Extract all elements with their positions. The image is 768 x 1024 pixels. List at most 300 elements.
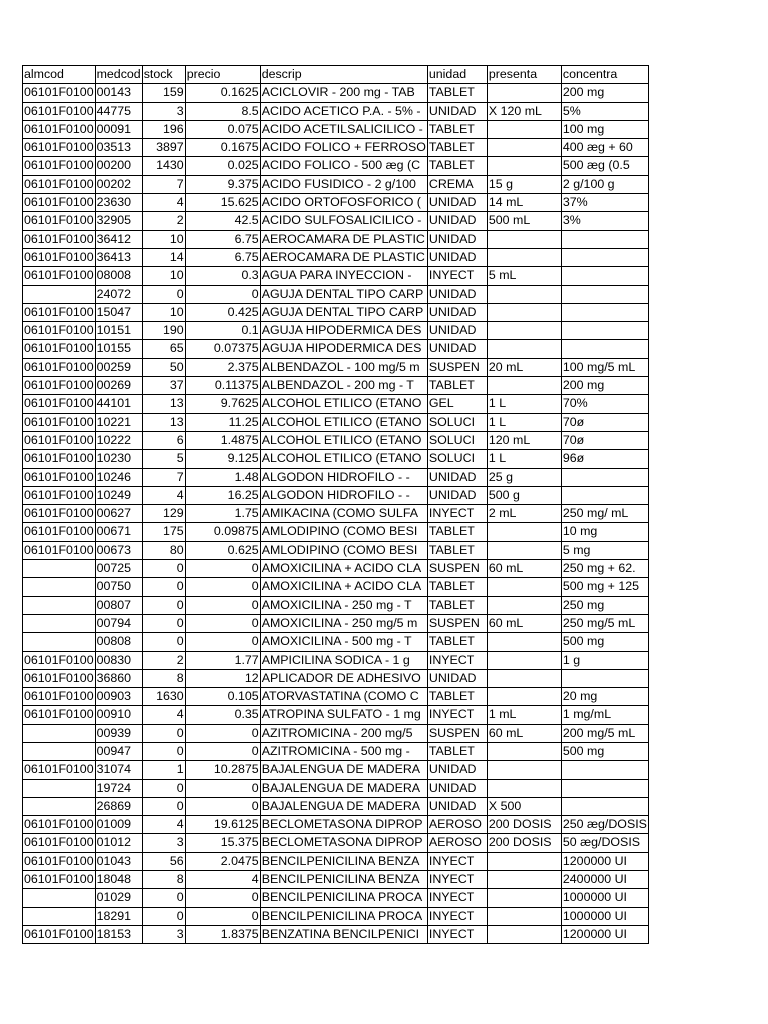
presenta-cell[interactable]	[487, 871, 561, 889]
concentra-cell[interactable]: 1 g	[561, 651, 648, 669]
stock-cell[interactable]: 80	[142, 541, 185, 559]
precio-cell[interactable]: 0.35	[185, 706, 260, 724]
presenta-cell[interactable]: 500 g	[487, 486, 561, 504]
header-presenta[interactable]: presenta	[487, 66, 561, 84]
unidad-cell[interactable]: UNIDAD	[427, 285, 487, 303]
presenta-cell[interactable]	[487, 907, 561, 925]
descrip-cell[interactable]: ACICLOVIR - 200 mg - TAB	[260, 84, 427, 102]
descrip-cell[interactable]: APLICADOR DE ADHESIVO	[260, 669, 427, 687]
medcod-cell[interactable]: 36860	[95, 669, 142, 687]
descrip-cell[interactable]: ALCOHOL ETILICO (ETANO	[260, 395, 427, 413]
almcod-cell[interactable]: 06101F0100	[23, 248, 96, 266]
precio-cell[interactable]: 4	[185, 871, 260, 889]
unidad-cell[interactable]: UNIDAD	[427, 322, 487, 340]
medcod-cell[interactable]: 00671	[95, 523, 142, 541]
stock-cell[interactable]: 8	[142, 871, 185, 889]
concentra-cell[interactable]	[561, 248, 648, 266]
stock-cell[interactable]: 5	[142, 450, 185, 468]
descrip-cell[interactable]: AZITROMICINA - 500 mg -	[260, 742, 427, 760]
unidad-cell[interactable]: SUSPEN	[427, 358, 487, 376]
presenta-cell[interactable]: 1 mL	[487, 706, 561, 724]
almcod-cell[interactable]	[23, 797, 96, 815]
concentra-cell[interactable]: 100 mg/5 mL	[561, 358, 648, 376]
presenta-cell[interactable]: 120 mL	[487, 431, 561, 449]
medcod-cell[interactable]: 01043	[95, 852, 142, 870]
almcod-cell[interactable]: 06101F0100	[23, 322, 96, 340]
header-almcod[interactable]: almcod	[23, 66, 96, 84]
unidad-cell[interactable]: TABLET	[427, 578, 487, 596]
precio-cell[interactable]: 0	[185, 596, 260, 614]
presenta-cell[interactable]: 60 mL	[487, 614, 561, 632]
descrip-cell[interactable]: ALCOHOL ETILICO (ETANO	[260, 413, 427, 431]
almcod-cell[interactable]: 06101F0100	[23, 139, 96, 157]
medcod-cell[interactable]: 26869	[95, 797, 142, 815]
precio-cell[interactable]: 0	[185, 285, 260, 303]
presenta-cell[interactable]	[487, 688, 561, 706]
concentra-cell[interactable]: 20 mg	[561, 688, 648, 706]
presenta-cell[interactable]	[487, 230, 561, 248]
header-concentra[interactable]: concentra	[561, 66, 648, 84]
presenta-cell[interactable]: 15 g	[487, 175, 561, 193]
descrip-cell[interactable]: AZITROMICINA - 200 mg/5	[260, 724, 427, 742]
descrip-cell[interactable]: AMOXICILINA + ACIDO CLA	[260, 560, 427, 578]
precio-cell[interactable]: 0.09875	[185, 523, 260, 541]
descrip-cell[interactable]: ACIDO ORTOFOSFORICO (	[260, 194, 427, 212]
descrip-cell[interactable]: AMLODIPINO (COMO BESI	[260, 523, 427, 541]
precio-cell[interactable]: 0	[185, 797, 260, 815]
stock-cell[interactable]: 3	[142, 102, 185, 120]
concentra-cell[interactable]: 500 mg	[561, 742, 648, 760]
almcod-cell[interactable]: 06101F0100	[23, 303, 96, 321]
stock-cell[interactable]: 0	[142, 742, 185, 760]
unidad-cell[interactable]: SUSPEN	[427, 614, 487, 632]
descrip-cell[interactable]: ALCOHOL ETILICO (ETANO	[260, 431, 427, 449]
medcod-cell[interactable]: 00269	[95, 377, 142, 395]
stock-cell[interactable]: 0	[142, 889, 185, 907]
stock-cell[interactable]: 7	[142, 175, 185, 193]
presenta-cell[interactable]: 1 L	[487, 450, 561, 468]
almcod-cell[interactable]: 06101F0100	[23, 706, 96, 724]
descrip-cell[interactable]: BAJALENGUA DE MADERA	[260, 779, 427, 797]
stock-cell[interactable]: 0	[142, 578, 185, 596]
medcod-cell[interactable]: 00259	[95, 358, 142, 376]
almcod-cell[interactable]: 06101F0100	[23, 431, 96, 449]
concentra-cell[interactable]: 250 mg/ mL	[561, 505, 648, 523]
medcod-cell[interactable]: 18048	[95, 871, 142, 889]
concentra-cell[interactable]: 250 mg + 62.	[561, 560, 648, 578]
medcod-cell[interactable]: 18153	[95, 925, 142, 943]
stock-cell[interactable]: 1630	[142, 688, 185, 706]
precio-cell[interactable]: 0.425	[185, 303, 260, 321]
presenta-cell[interactable]: 500 mL	[487, 212, 561, 230]
unidad-cell[interactable]: UNIDAD	[427, 230, 487, 248]
almcod-cell[interactable]: 06101F0100	[23, 377, 96, 395]
stock-cell[interactable]: 10	[142, 267, 185, 285]
concentra-cell[interactable]: 500 mg + 125	[561, 578, 648, 596]
unidad-cell[interactable]: UNIDAD	[427, 468, 487, 486]
stock-cell[interactable]: 0	[142, 560, 185, 578]
medcod-cell[interactable]: 00627	[95, 505, 142, 523]
medcod-cell[interactable]: 18291	[95, 907, 142, 925]
precio-cell[interactable]: 6.75	[185, 248, 260, 266]
precio-cell[interactable]: 11.25	[185, 413, 260, 431]
unidad-cell[interactable]: TABLET	[427, 596, 487, 614]
precio-cell[interactable]: 0	[185, 889, 260, 907]
medcod-cell[interactable]: 01009	[95, 816, 142, 834]
descrip-cell[interactable]: BECLOMETASONA DIPROP	[260, 834, 427, 852]
precio-cell[interactable]: 0	[185, 742, 260, 760]
stock-cell[interactable]: 4	[142, 706, 185, 724]
almcod-cell[interactable]: 06101F0100	[23, 340, 96, 358]
stock-cell[interactable]: 0	[142, 596, 185, 614]
descrip-cell[interactable]: BAJALENGUA DE MADERA	[260, 761, 427, 779]
unidad-cell[interactable]: UNIDAD	[427, 248, 487, 266]
precio-cell[interactable]: 0.025	[185, 157, 260, 175]
precio-cell[interactable]: 0.105	[185, 688, 260, 706]
unidad-cell[interactable]: CREMA	[427, 175, 487, 193]
almcod-cell[interactable]: 06101F0100	[23, 486, 96, 504]
precio-cell[interactable]: 8.5	[185, 102, 260, 120]
descrip-cell[interactable]: BENCILPENICILINA PROCA	[260, 889, 427, 907]
presenta-cell[interactable]: 200 DOSIS	[487, 816, 561, 834]
precio-cell[interactable]: 0	[185, 907, 260, 925]
descrip-cell[interactable]: ATORVASTATINA (COMO C	[260, 688, 427, 706]
header-unidad[interactable]: unidad	[427, 66, 487, 84]
concentra-cell[interactable]	[561, 779, 648, 797]
stock-cell[interactable]: 4	[142, 194, 185, 212]
almcod-cell[interactable]: 06101F0100	[23, 102, 96, 120]
almcod-cell[interactable]: 06101F0100	[23, 651, 96, 669]
concentra-cell[interactable]: 10 mg	[561, 523, 648, 541]
medcod-cell[interactable]: 10246	[95, 468, 142, 486]
stock-cell[interactable]: 2	[142, 651, 185, 669]
concentra-cell[interactable]	[561, 230, 648, 248]
unidad-cell[interactable]: TABLET	[427, 633, 487, 651]
presenta-cell[interactable]: 1 L	[487, 413, 561, 431]
stock-cell[interactable]: 7	[142, 468, 185, 486]
unidad-cell[interactable]: UNIDAD	[427, 340, 487, 358]
stock-cell[interactable]: 0	[142, 614, 185, 632]
unidad-cell[interactable]: INYECT	[427, 505, 487, 523]
concentra-cell[interactable]: 1200000 UI	[561, 925, 648, 943]
medcod-cell[interactable]: 00143	[95, 84, 142, 102]
unidad-cell[interactable]: UNIDAD	[427, 761, 487, 779]
unidad-cell[interactable]: INYECT	[427, 925, 487, 943]
stock-cell[interactable]: 129	[142, 505, 185, 523]
stock-cell[interactable]: 65	[142, 340, 185, 358]
unidad-cell[interactable]: AEROSO	[427, 834, 487, 852]
stock-cell[interactable]: 4	[142, 816, 185, 834]
descrip-cell[interactable]: AMPICILINA SODICA - 1 g	[260, 651, 427, 669]
medcod-cell[interactable]: 31074	[95, 761, 142, 779]
unidad-cell[interactable]: SOLUCI	[427, 413, 487, 431]
presenta-cell[interactable]	[487, 596, 561, 614]
stock-cell[interactable]: 0	[142, 797, 185, 815]
presenta-cell[interactable]: 2 mL	[487, 505, 561, 523]
medcod-cell[interactable]: 00091	[95, 120, 142, 138]
descrip-cell[interactable]: AGUJA DENTAL TIPO CARP	[260, 303, 427, 321]
stock-cell[interactable]: 0	[142, 724, 185, 742]
precio-cell[interactable]: 9.7625	[185, 395, 260, 413]
precio-cell[interactable]: 12	[185, 669, 260, 687]
stock-cell[interactable]: 13	[142, 395, 185, 413]
presenta-cell[interactable]: 14 mL	[487, 194, 561, 212]
concentra-cell[interactable]: 96ø	[561, 450, 648, 468]
almcod-cell[interactable]: 06101F0100	[23, 871, 96, 889]
presenta-cell[interactable]	[487, 120, 561, 138]
precio-cell[interactable]: 19.6125	[185, 816, 260, 834]
presenta-cell[interactable]	[487, 651, 561, 669]
unidad-cell[interactable]: UNIDAD	[427, 303, 487, 321]
header-precio[interactable]: precio	[185, 66, 260, 84]
descrip-cell[interactable]: AEROCAMARA DE PLASTIC	[260, 248, 427, 266]
medcod-cell[interactable]: 00939	[95, 724, 142, 742]
unidad-cell[interactable]: INYECT	[427, 706, 487, 724]
presenta-cell[interactable]	[487, 139, 561, 157]
medcod-cell[interactable]: 10155	[95, 340, 142, 358]
almcod-cell[interactable]	[23, 742, 96, 760]
concentra-cell[interactable]	[561, 486, 648, 504]
concentra-cell[interactable]: 400 æg + 60	[561, 139, 648, 157]
almcod-cell[interactable]: 06101F0100	[23, 413, 96, 431]
stock-cell[interactable]: 6	[142, 431, 185, 449]
almcod-cell[interactable]: 06101F0100	[23, 816, 96, 834]
descrip-cell[interactable]: ACIDO ACETILSALICILICO -	[260, 120, 427, 138]
concentra-cell[interactable]	[561, 285, 648, 303]
almcod-cell[interactable]	[23, 907, 96, 925]
stock-cell[interactable]: 3	[142, 834, 185, 852]
concentra-cell[interactable]: 2 g/100 g	[561, 175, 648, 193]
precio-cell[interactable]: 9.125	[185, 450, 260, 468]
presenta-cell[interactable]: X 120 mL	[487, 102, 561, 120]
precio-cell[interactable]: 1.77	[185, 651, 260, 669]
medcod-cell[interactable]: 23630	[95, 194, 142, 212]
medcod-cell[interactable]: 08008	[95, 267, 142, 285]
concentra-cell[interactable]: 500 mg	[561, 633, 648, 651]
almcod-cell[interactable]	[23, 596, 96, 614]
presenta-cell[interactable]	[487, 633, 561, 651]
descrip-cell[interactable]: ACIDO FOLICO + FERROSO	[260, 139, 427, 157]
medcod-cell[interactable]: 36412	[95, 230, 142, 248]
unidad-cell[interactable]: TABLET	[427, 523, 487, 541]
precio-cell[interactable]: 10.2875	[185, 761, 260, 779]
unidad-cell[interactable]: UNIDAD	[427, 779, 487, 797]
presenta-cell[interactable]	[487, 84, 561, 102]
concentra-cell[interactable]	[561, 669, 648, 687]
precio-cell[interactable]: 1.48	[185, 468, 260, 486]
medcod-cell[interactable]: 15047	[95, 303, 142, 321]
descrip-cell[interactable]: ACIDO ACETICO P.A. - 5% -	[260, 102, 427, 120]
precio-cell[interactable]: 0	[185, 724, 260, 742]
stock-cell[interactable]: 0	[142, 285, 185, 303]
unidad-cell[interactable]: SOLUCI	[427, 431, 487, 449]
concentra-cell[interactable]: 5%	[561, 102, 648, 120]
presenta-cell[interactable]	[487, 157, 561, 175]
concentra-cell[interactable]: 250 mg	[561, 596, 648, 614]
medcod-cell[interactable]: 00830	[95, 651, 142, 669]
precio-cell[interactable]: 6.75	[185, 230, 260, 248]
almcod-cell[interactable]: 06101F0100	[23, 925, 96, 943]
concentra-cell[interactable]	[561, 761, 648, 779]
presenta-cell[interactable]	[487, 340, 561, 358]
concentra-cell[interactable]	[561, 468, 648, 486]
presenta-cell[interactable]	[487, 852, 561, 870]
descrip-cell[interactable]: ALGODON HIDROFILO - -	[260, 486, 427, 504]
precio-cell[interactable]: 1.8375	[185, 925, 260, 943]
descrip-cell[interactable]: AMOXICILINA - 250 mg - T	[260, 596, 427, 614]
presenta-cell[interactable]	[487, 578, 561, 596]
unidad-cell[interactable]: UNIDAD	[427, 669, 487, 687]
concentra-cell[interactable]: 1000000 UI	[561, 889, 648, 907]
concentra-cell[interactable]: 250 mg/5 mL	[561, 614, 648, 632]
medcod-cell[interactable]: 03513	[95, 139, 142, 157]
almcod-cell[interactable]	[23, 560, 96, 578]
almcod-cell[interactable]: 06101F0100	[23, 468, 96, 486]
precio-cell[interactable]: 42.5	[185, 212, 260, 230]
almcod-cell[interactable]: 06101F0100	[23, 688, 96, 706]
stock-cell[interactable]: 8	[142, 669, 185, 687]
medcod-cell[interactable]: 19724	[95, 779, 142, 797]
almcod-cell[interactable]	[23, 614, 96, 632]
precio-cell[interactable]: 0.075	[185, 120, 260, 138]
descrip-cell[interactable]: ACIDO FOLICO - 500 æg (C	[260, 157, 427, 175]
unidad-cell[interactable]: TABLET	[427, 377, 487, 395]
descrip-cell[interactable]: BENCILPENICILINA BENZA	[260, 852, 427, 870]
concentra-cell[interactable]: 3%	[561, 212, 648, 230]
stock-cell[interactable]: 1	[142, 761, 185, 779]
presenta-cell[interactable]	[487, 669, 561, 687]
medcod-cell[interactable]: 00725	[95, 560, 142, 578]
unidad-cell[interactable]: TABLET	[427, 157, 487, 175]
precio-cell[interactable]: 0.625	[185, 541, 260, 559]
precio-cell[interactable]: 16.25	[185, 486, 260, 504]
almcod-cell[interactable]: 06101F0100	[23, 761, 96, 779]
almcod-cell[interactable]	[23, 889, 96, 907]
concentra-cell[interactable]	[561, 267, 648, 285]
descrip-cell[interactable]: ATROPINA SULFATO - 1 mg	[260, 706, 427, 724]
unidad-cell[interactable]: INYECT	[427, 907, 487, 925]
almcod-cell[interactable]	[23, 779, 96, 797]
descrip-cell[interactable]: AGUJA HIPODERMICA DES	[260, 322, 427, 340]
precio-cell[interactable]: 0.11375	[185, 377, 260, 395]
stock-cell[interactable]: 159	[142, 84, 185, 102]
stock-cell[interactable]: 0	[142, 779, 185, 797]
precio-cell[interactable]: 0.1	[185, 322, 260, 340]
stock-cell[interactable]: 14	[142, 248, 185, 266]
descrip-cell[interactable]: AGUA PARA INYECCION -	[260, 267, 427, 285]
precio-cell[interactable]: 0.1625	[185, 84, 260, 102]
precio-cell[interactable]: 1.4875	[185, 431, 260, 449]
concentra-cell[interactable]: 250 æg/DOSIS	[561, 816, 648, 834]
precio-cell[interactable]: 0	[185, 779, 260, 797]
descrip-cell[interactable]: BAJALENGUA DE MADERA	[260, 797, 427, 815]
almcod-cell[interactable]	[23, 285, 96, 303]
stock-cell[interactable]: 3	[142, 925, 185, 943]
unidad-cell[interactable]: TABLET	[427, 541, 487, 559]
presenta-cell[interactable]	[487, 925, 561, 943]
concentra-cell[interactable]: 70ø	[561, 413, 648, 431]
header-stock[interactable]: stock	[142, 66, 185, 84]
precio-cell[interactable]: 9.375	[185, 175, 260, 193]
descrip-cell[interactable]: ALGODON HIDROFILO - -	[260, 468, 427, 486]
stock-cell[interactable]: 1430	[142, 157, 185, 175]
medcod-cell[interactable]: 00200	[95, 157, 142, 175]
stock-cell[interactable]: 0	[142, 633, 185, 651]
presenta-cell[interactable]	[487, 889, 561, 907]
descrip-cell[interactable]: ALBENDAZOL - 200 mg - T	[260, 377, 427, 395]
almcod-cell[interactable]: 06101F0100	[23, 157, 96, 175]
unidad-cell[interactable]: UNIDAD	[427, 212, 487, 230]
concentra-cell[interactable]: 5 mg	[561, 541, 648, 559]
unidad-cell[interactable]: INYECT	[427, 267, 487, 285]
presenta-cell[interactable]	[487, 742, 561, 760]
concentra-cell[interactable]: 50 æg/DOSIS	[561, 834, 648, 852]
almcod-cell[interactable]: 06101F0100	[23, 523, 96, 541]
stock-cell[interactable]: 56	[142, 852, 185, 870]
medcod-cell[interactable]: 00808	[95, 633, 142, 651]
presenta-cell[interactable]	[487, 779, 561, 797]
precio-cell[interactable]: 0	[185, 633, 260, 651]
stock-cell[interactable]: 3897	[142, 139, 185, 157]
stock-cell[interactable]: 175	[142, 523, 185, 541]
descrip-cell[interactable]: ACIDO SULFOSALICILICO -	[260, 212, 427, 230]
unidad-cell[interactable]: AEROSO	[427, 816, 487, 834]
concentra-cell[interactable]: 1200000 UI	[561, 852, 648, 870]
stock-cell[interactable]: 50	[142, 358, 185, 376]
concentra-cell[interactable]: 500 æg (0.5	[561, 157, 648, 175]
descrip-cell[interactable]: BECLOMETASONA DIPROP	[260, 816, 427, 834]
presenta-cell[interactable]: X 500	[487, 797, 561, 815]
header-medcod[interactable]: medcod	[95, 66, 142, 84]
presenta-cell[interactable]: 60 mL	[487, 724, 561, 742]
almcod-cell[interactable]: 06101F0100	[23, 230, 96, 248]
medcod-cell[interactable]: 00750	[95, 578, 142, 596]
stock-cell[interactable]: 0	[142, 907, 185, 925]
medcod-cell[interactable]: 00202	[95, 175, 142, 193]
medcod-cell[interactable]: 32905	[95, 212, 142, 230]
precio-cell[interactable]: 0.1675	[185, 139, 260, 157]
concentra-cell[interactable]: 70ø	[561, 431, 648, 449]
unidad-cell[interactable]: SOLUCI	[427, 450, 487, 468]
concentra-cell[interactable]: 200 mg/5 mL	[561, 724, 648, 742]
medcod-cell[interactable]: 00903	[95, 688, 142, 706]
descrip-cell[interactable]: AGUJA HIPODERMICA DES	[260, 340, 427, 358]
presenta-cell[interactable]	[487, 285, 561, 303]
descrip-cell[interactable]: BENZATINA BENCILPENICI	[260, 925, 427, 943]
descrip-cell[interactable]: ALBENDAZOL - 100 mg/5 m	[260, 358, 427, 376]
precio-cell[interactable]: 2.375	[185, 358, 260, 376]
descrip-cell[interactable]: AGUJA DENTAL TIPO CARP	[260, 285, 427, 303]
presenta-cell[interactable]	[487, 248, 561, 266]
header-descrip[interactable]: descrip	[260, 66, 427, 84]
concentra-cell[interactable]: 1 mg/mL	[561, 706, 648, 724]
stock-cell[interactable]: 190	[142, 322, 185, 340]
presenta-cell[interactable]	[487, 523, 561, 541]
presenta-cell[interactable]: 200 DOSIS	[487, 834, 561, 852]
precio-cell[interactable]: 1.75	[185, 505, 260, 523]
medcod-cell[interactable]: 10222	[95, 431, 142, 449]
unidad-cell[interactable]: UNIDAD	[427, 194, 487, 212]
almcod-cell[interactable]: 06101F0100	[23, 84, 96, 102]
medcod-cell[interactable]: 10151	[95, 322, 142, 340]
concentra-cell[interactable]: 2400000 UI	[561, 871, 648, 889]
medcod-cell[interactable]: 10230	[95, 450, 142, 468]
presenta-cell[interactable]: 5 mL	[487, 267, 561, 285]
descrip-cell[interactable]: AMOXICILINA - 500 mg - T	[260, 633, 427, 651]
stock-cell[interactable]: 2	[142, 212, 185, 230]
medcod-cell[interactable]: 00910	[95, 706, 142, 724]
concentra-cell[interactable]: 70%	[561, 395, 648, 413]
